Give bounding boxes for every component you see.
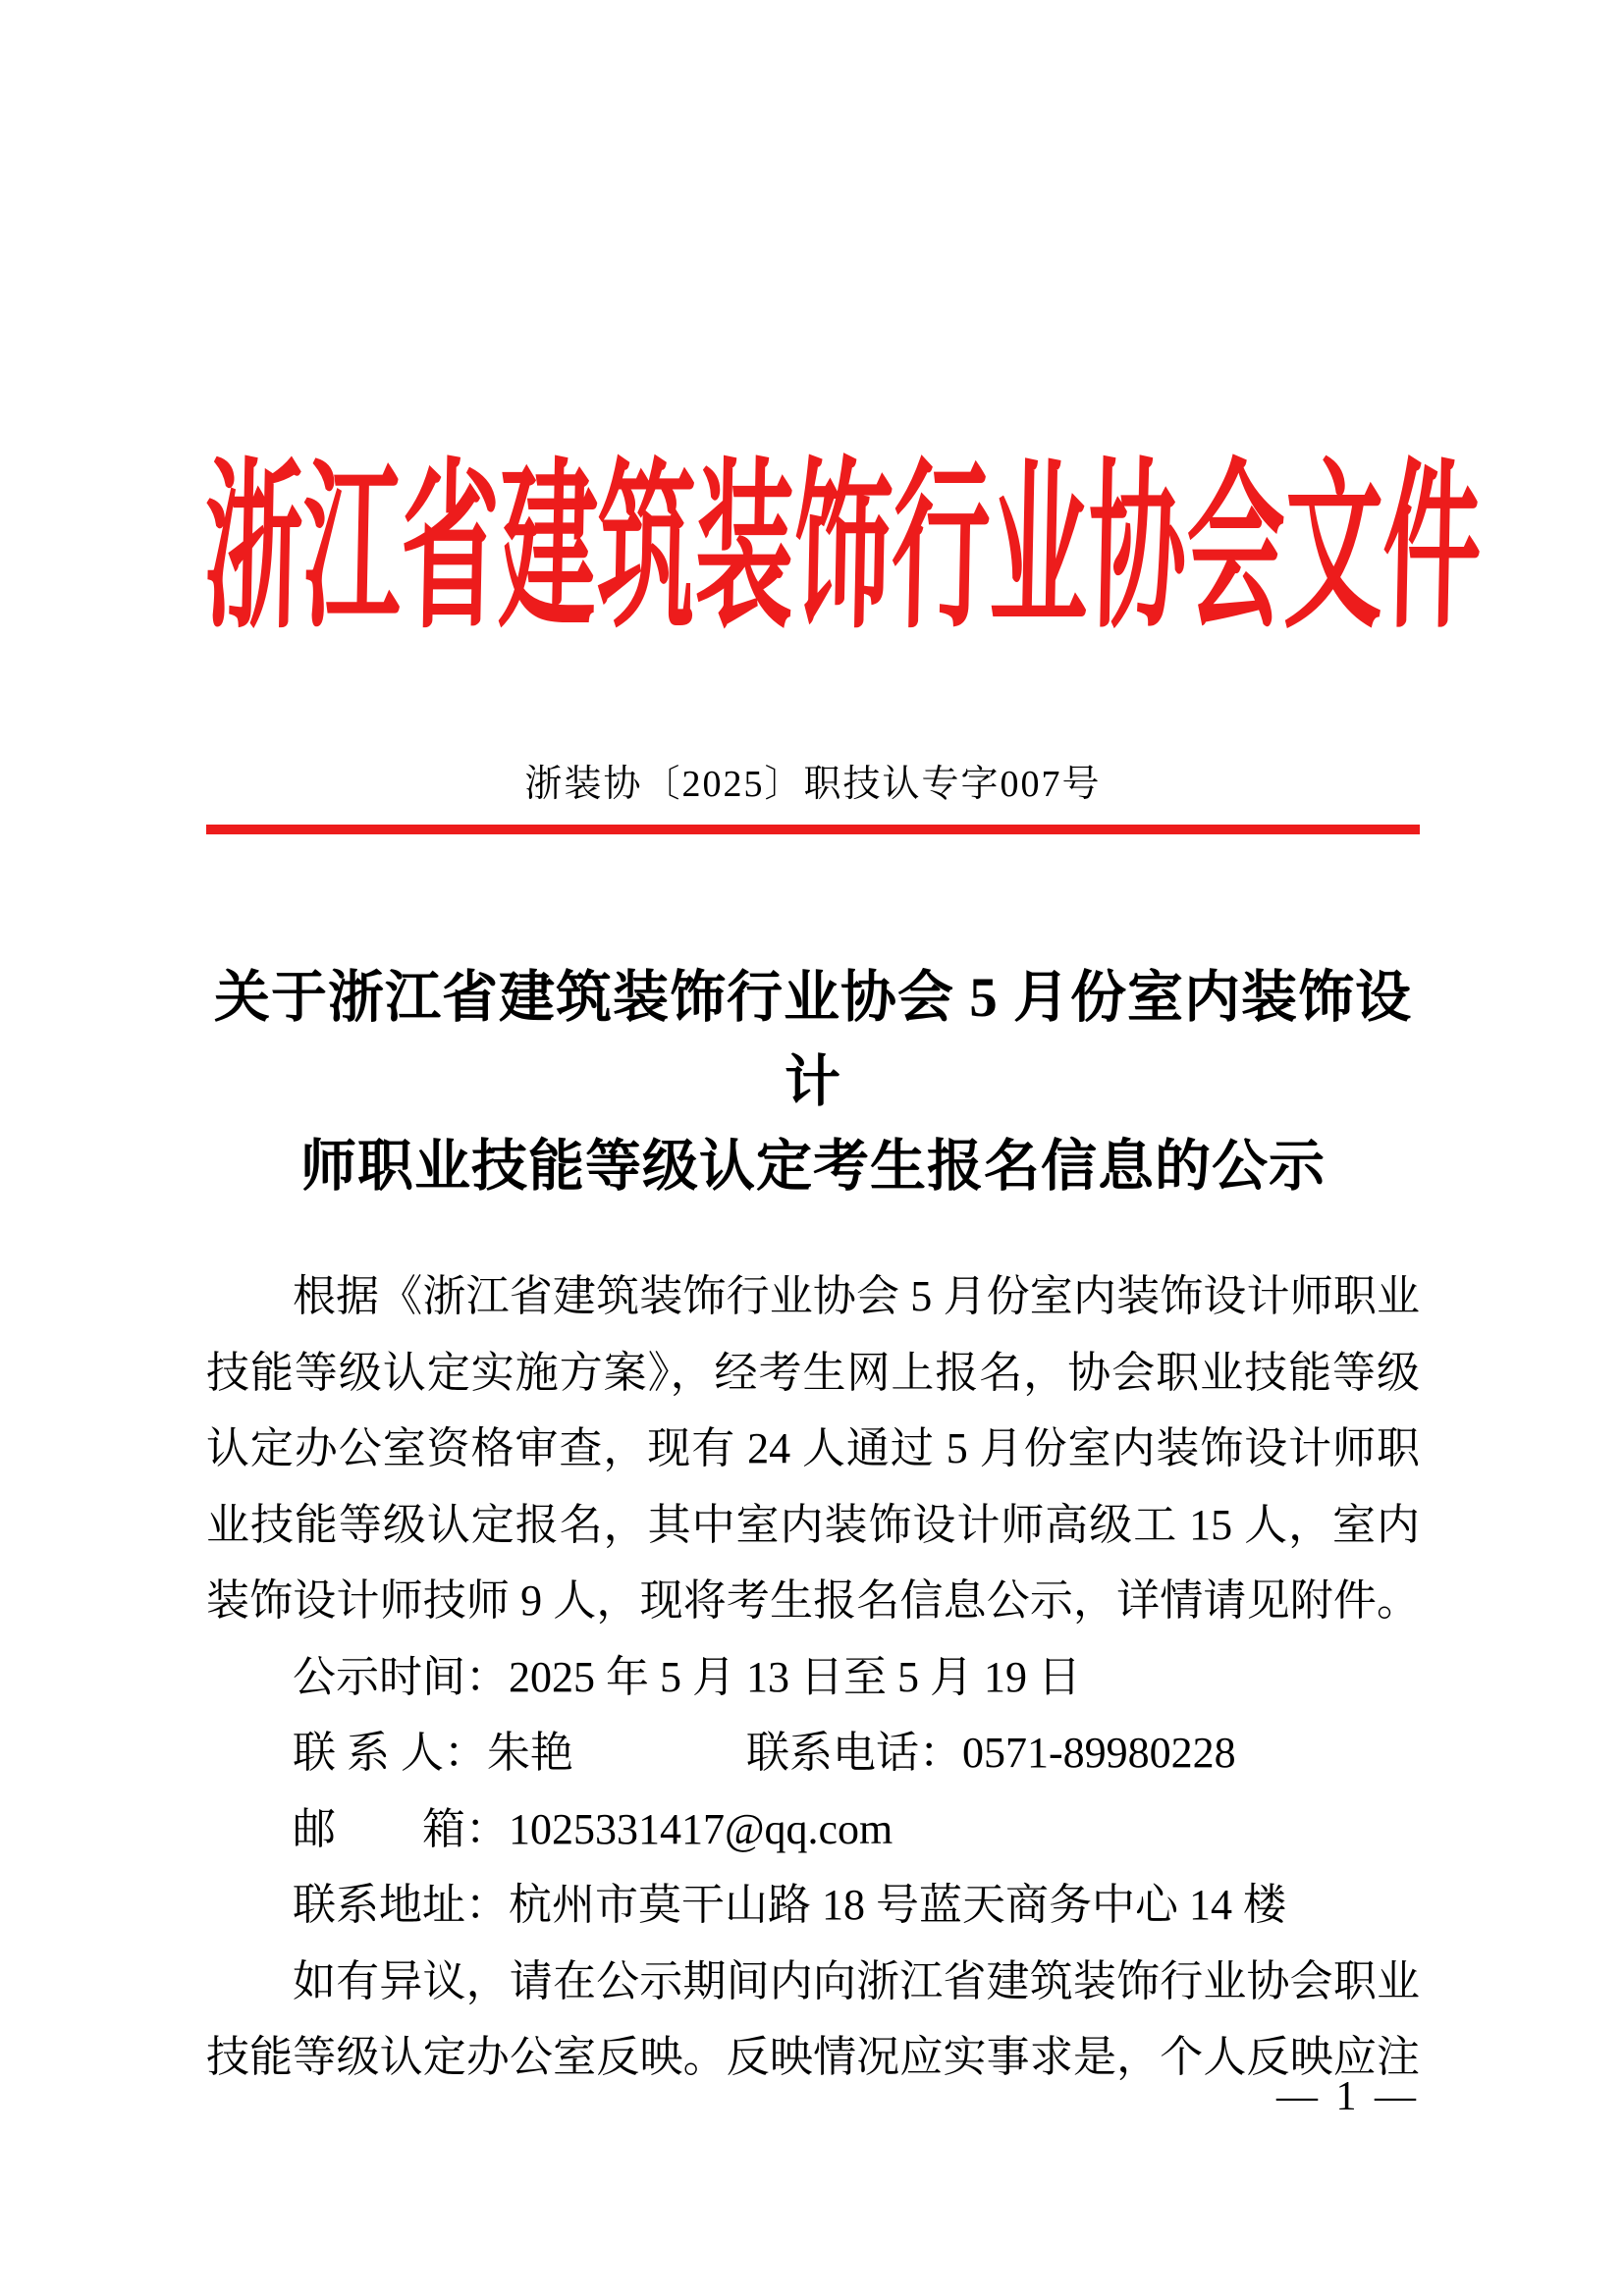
page-number: — 1 — — [1276, 2074, 1420, 2119]
document-content-column — [202, 0, 1484, 2096]
masthead-char: 筑 — [595, 448, 698, 651]
masthead-char: 浙 — [202, 448, 305, 651]
body-line: 根据《浙江省建筑装饰行业协会 5 月份室内装饰设计师职业 — [293, 1272, 1420, 1320]
masthead-char: 会 — [1184, 448, 1287, 651]
body-line: 技能等级认定实施方案》，经考生网上报名，协会职业技能等级 — [206, 1348, 1420, 1397]
document-title — [206, 956, 1420, 1209]
body-line: 认定办公室资格审查，现有 24 人通过 5 月份室内装饰设计师职 — [206, 1424, 1420, 1472]
body-line: 业技能等级认定报名，其中室内装饰设计师高级工 15 人，室内 — [206, 1500, 1420, 1549]
masthead-char: 装 — [693, 448, 796, 651]
masthead-char: 件 — [1380, 448, 1484, 651]
masthead-char: 饰 — [791, 448, 894, 651]
masthead-char: 业 — [988, 448, 1091, 651]
masthead-char: 协 — [1086, 448, 1189, 651]
body-line-contact-person: 联 系 人：朱艳 联系电话：0571-89980228 — [293, 1729, 1236, 1777]
masthead-char: 行 — [890, 448, 993, 651]
red-separator-rule — [206, 825, 1420, 834]
body-line: 装饰设计师技师 9 人，现将考生报名信息公示，详情请见附件。 — [206, 1576, 1420, 1625]
masthead-char: 省 — [399, 448, 502, 651]
document-title-line-1: 关于浙江省建筑装饰行业协会 5 月份室内装饰设计 — [214, 967, 1412, 1113]
masthead-char: 建 — [497, 448, 600, 651]
document-number: 浙装协〔2025〕职技认专字007号 — [524, 764, 1102, 805]
document-title-line-2: 师职业技能等级认定考生报名信息的公示 — [300, 1136, 1326, 1198]
document-body — [206, 1258, 1420, 2096]
masthead-title — [202, 448, 1484, 651]
masthead-char: 江 — [300, 448, 404, 651]
body-line-publicity-period: 公示时间：2025 年 5 月 13 日至 5 月 19 日 — [293, 1652, 1081, 1701]
masthead-char: 文 — [1282, 448, 1385, 651]
body-line-email: 邮 箱：1025331417@qq.com — [293, 1804, 893, 1853]
body-line: 如有异议，请在公示期间内向浙江省建筑装饰行业协会职业 — [293, 1956, 1420, 2005]
body-line: 技能等级认定办公室反映。反映情况应实事求是，个人反映应注 — [206, 2033, 1420, 2081]
body-line-address: 联系地址：杭州市莫干山路 18 号蓝天商务中心 14 楼 — [293, 1881, 1286, 1929]
